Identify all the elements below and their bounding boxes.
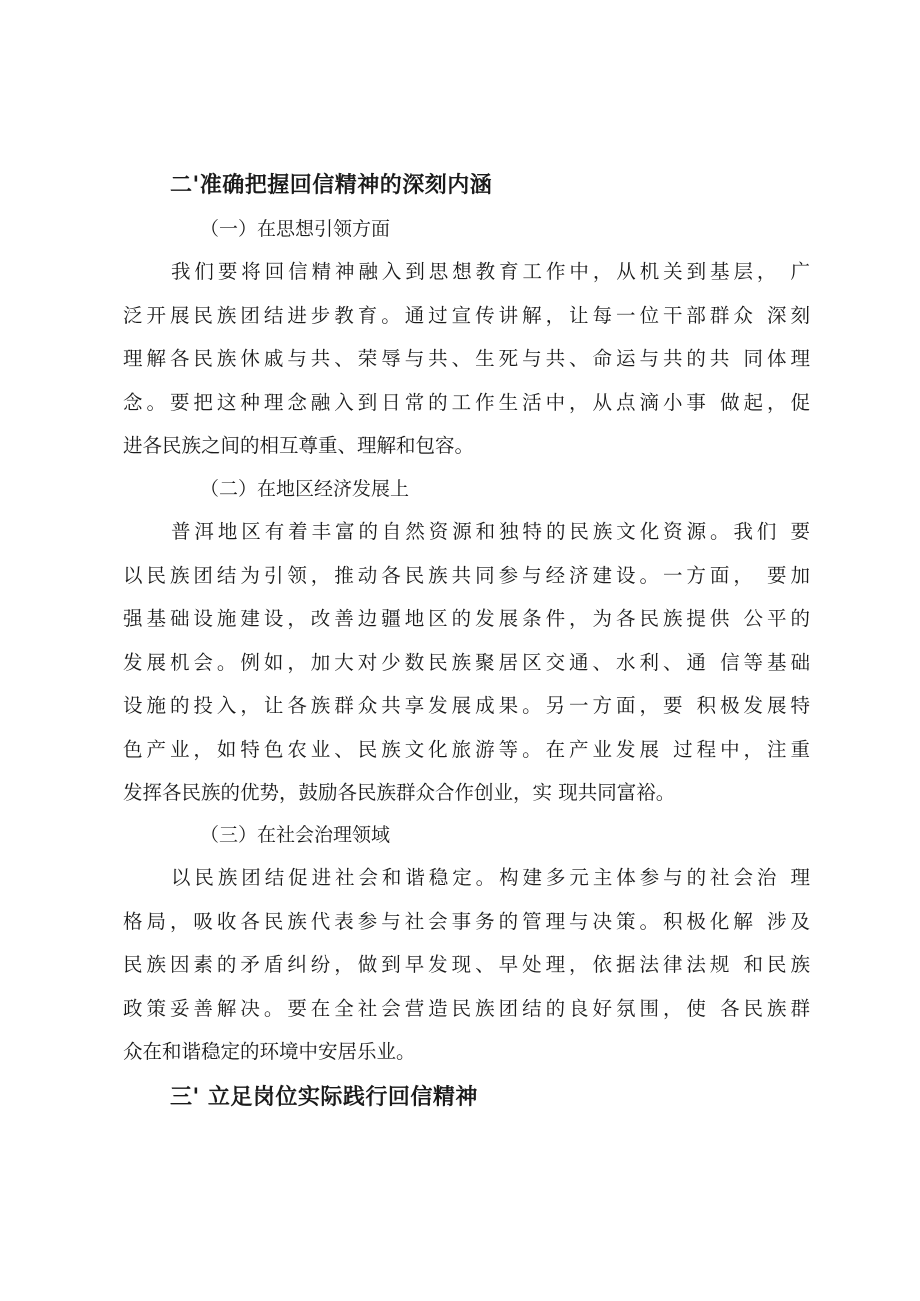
paragraph-line: 普洱地区有着丰富的自然资源和独特的民族文化资源。我们 要 xyxy=(171,520,810,543)
paragraph-line: 以民族团结为引领，推动各民族共同参与经济建设。一方面， 要加 xyxy=(123,563,810,587)
paragraph-line: 以民族团结促进社会和谐稳定。构建多元主体参与的社会治 理 xyxy=(171,866,810,889)
paragraph-line: 发挥各民族的优势，鼓励各民族群众合作创业，实 现共同富裕。 xyxy=(123,781,676,804)
paragraph-line: 民族因素的矛盾纠纷，做到早发现、早处理，依据法律法规 和民族 xyxy=(123,953,810,976)
subheading-social-governance: （三）在社会治理领域 xyxy=(200,824,391,846)
section-heading-2: 二'准确把握回信精神的深刻内涵 xyxy=(170,173,493,198)
paragraph-line: 设施的投入，让各族群众共享发展成果。另一方面，要 积极发展特 xyxy=(123,694,810,717)
paragraph-economic-development xyxy=(123,510,810,815)
subheading-economic-development: （二）在地区经济发展上 xyxy=(200,478,410,500)
paragraph-thought-guidance xyxy=(123,250,810,468)
paragraph-line: 强基础设施建设，改善边疆地区的发展条件，为各民族提供 公平的 xyxy=(123,607,810,630)
paragraph-line: 发展机会。例如，加大对少数民族聚居区交通、水利、通 信等基础 xyxy=(123,650,810,674)
paragraph-line: 泛开展民族团结进步教育。通过宣传讲解，让每一位干部群众 深刻 xyxy=(123,303,810,327)
subheading-thought-guidance: （一）在思想引领方面 xyxy=(200,218,391,240)
paragraph-line: 念。要把这种理念融入到日常的工作生活中，从点滴小事 做起，促 xyxy=(123,390,810,414)
paragraph-line: 格局，吸收各民族代表参与社会事务的管理与决策。积极化解 涉及 xyxy=(123,909,810,933)
paragraph-line: 进各民族之间的相互尊重、理解和包容。 xyxy=(123,434,475,457)
section-heading-3: 三' 立足岗位实际践行回信精神 xyxy=(170,1085,478,1110)
paragraph-line: 色产业，如特色农业、民族文化旅游等。在产业发展 过程中，注重 xyxy=(123,737,810,761)
paragraph-line: 政策妥善解决。要在全社会营造民族团结的良好氛围，使 各民族群 xyxy=(123,996,810,1020)
paragraph-line: 我们要将回信精神融入到思想教育工作中，从机关到基层， 广 xyxy=(171,260,810,283)
paragraph-line: 理解各民族休戚与共、荣辱与共、生死与共、命运与共的共 同体理 xyxy=(123,347,810,370)
paragraph-social-governance xyxy=(123,856,810,1074)
paragraph-line: 众在和谐稳定的环境中安居乐业。 xyxy=(123,1040,416,1063)
